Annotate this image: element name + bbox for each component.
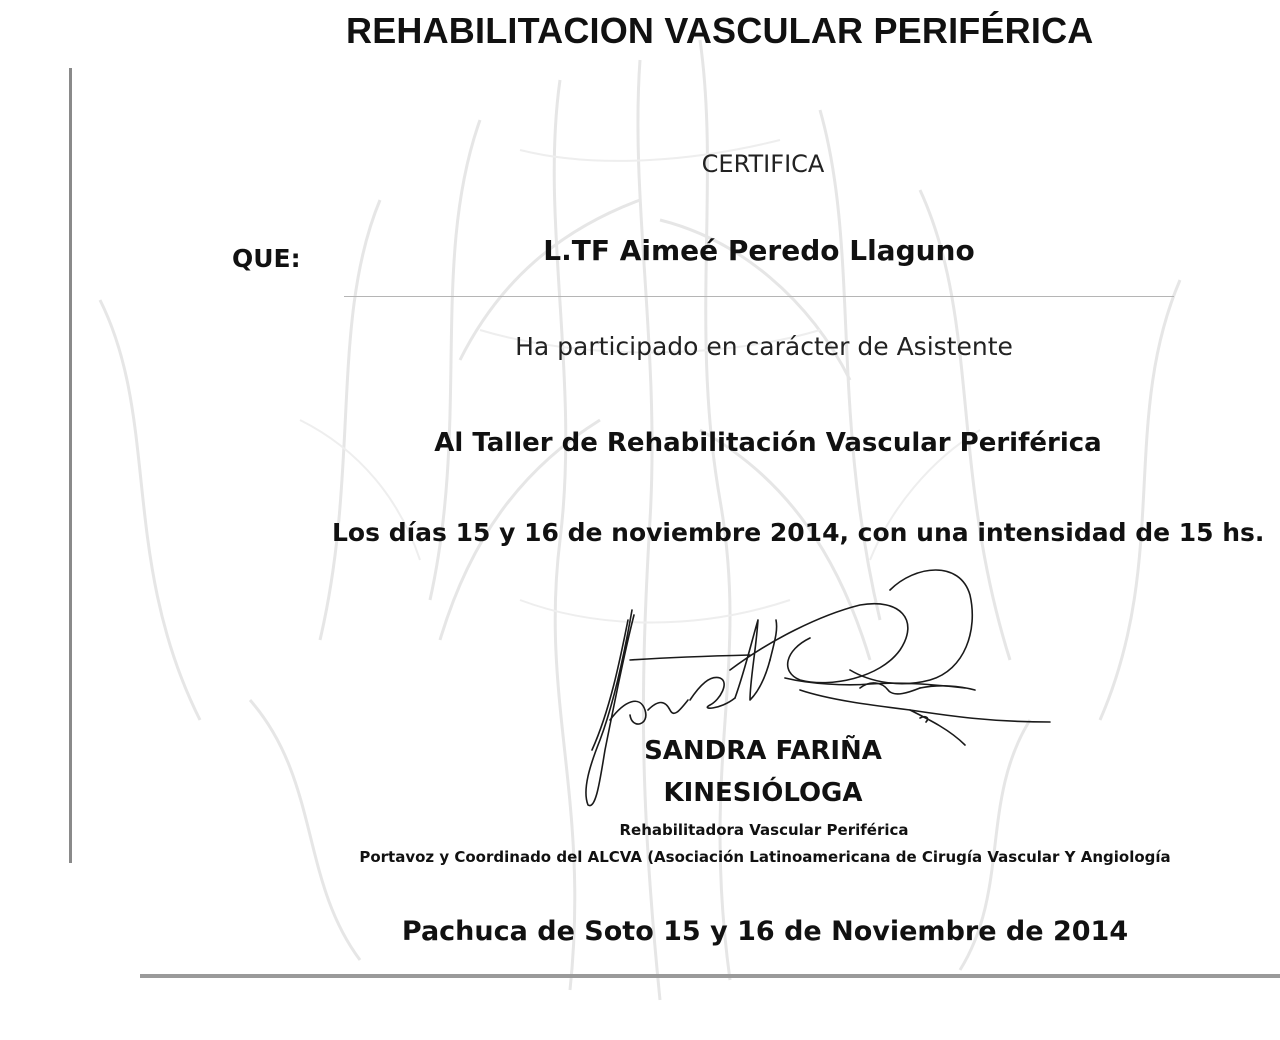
recipient-name: L.TF Aimeé Peredo Llaguno bbox=[543, 234, 975, 267]
participation-text: Ha participado en carácter de Asistente bbox=[515, 332, 1013, 361]
signer-name: SANDRA FARIÑA bbox=[644, 736, 882, 766]
place-and-date: Pachuca de Soto 15 y 16 de Noviembre de 2014 bbox=[401, 916, 1129, 947]
signer-affiliation: Portavoz y Coordinado del ALCVA (Asociación Latinoamericana de Cirugía Vascular Y Angiología bbox=[359, 848, 1171, 866]
name-underline bbox=[344, 296, 1174, 297]
bottom-border-line bbox=[140, 974, 1280, 978]
workshop-name: Al Taller de Rehabilitación Vascular Periférica bbox=[434, 428, 1102, 458]
dates-intensity-text: Los días 15 y 16 de noviembre 2014, con una intensidad de 15 hs. bbox=[332, 518, 1265, 547]
certificate-title: REHABILITACION VASCULAR PERIFÉRICA bbox=[346, 10, 1094, 51]
signer-role: KINESIÓLOGA bbox=[663, 778, 863, 808]
que-label: QUE: bbox=[232, 244, 301, 273]
certifies-heading: CERTIFICA bbox=[701, 150, 825, 178]
signer-title: Rehabilitadora Vascular Periférica bbox=[619, 821, 909, 839]
